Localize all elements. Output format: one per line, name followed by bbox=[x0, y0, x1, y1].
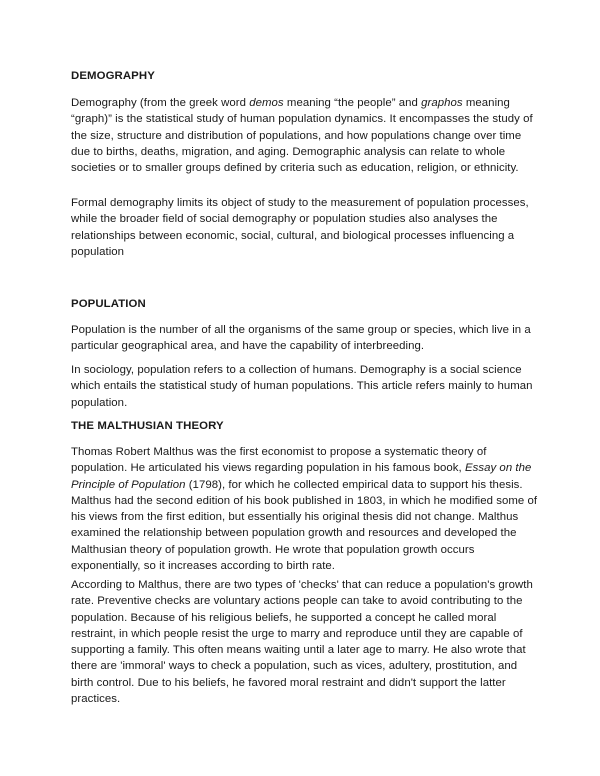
text-run: Demography (from the greek word bbox=[71, 97, 250, 109]
text-run: In sociology, population refers to a collection of humans. Demography is a social science which entails the statistical study of human populations. This article refers mainly to human population. bbox=[71, 364, 533, 409]
section-heading-malthusian-theory: THE MALTHUSIAN THEORY bbox=[71, 420, 224, 432]
paragraph-demography-definition bbox=[71, 95, 541, 176]
paragraph-population-sociology bbox=[71, 362, 541, 411]
text-run-italic: graphos bbox=[421, 97, 463, 109]
text-run: According to Malthus, there are two types of 'checks' that can reduce a population's growth rate. Preventive checks are voluntary actions people can take to avoid contributing to the population. Because of his religious beliefs, he supported a concept he called moral restraint, in which people resist the urge to marry and reproduce until they are capable of supporting a family. This often means waiting until a later age to marry. He also wrote that there are 'immoral' ways to check a population, such as vices, adultery, prostitution, and birth control. Due to his beliefs, he favored moral restraint and didn't support the latter practices. bbox=[71, 579, 533, 706]
paragraph-malthus-checks bbox=[71, 577, 541, 707]
text-run: meaning “the people” and bbox=[283, 97, 422, 109]
text-run: Formal demography limits its object of study to the measurement of population processes, while the broader field of social demography or population studies also analyses the relationships between economic, social, cultural, and biological processes influencing a population bbox=[71, 197, 529, 258]
text-run: meaning “graph)” is the statistical study of human population dynamics. It encompasses the study of the size, structure and distribution of populations, and how populations change over time due to births, deaths, migration, and aging. Demographic analysis can relate to whole societies or to smaller groups defined by criteria such as education, religion, or ethnicity. bbox=[71, 97, 533, 175]
section-heading-demography: DEMOGRAPHY bbox=[71, 70, 155, 82]
text-run-italic: Essay on the Principle of Population bbox=[71, 462, 532, 491]
paragraph-malthus-intro bbox=[71, 444, 541, 574]
text-run: Thomas Robert Malthus was the first economist to propose a systematic theory of population. He articulated his views regarding population in his famous book, bbox=[71, 446, 487, 475]
text-run: (1798), for which he collected empirical data to support his thesis. Malthus had the second edition of his book published in 1803, in which he modified some of his views from the first edition, but essentially his original thesis did not change. Malthus examined the relationship between population growth and resources and developed the Malthusian theory of population growth. He wrote that population growth occurs exponentially, so it increases according to birth rate. bbox=[71, 478, 538, 573]
paragraph-population-definition bbox=[71, 322, 541, 355]
text-run: Population is the number of all the organisms of the same group or species, which live in a particular geographical area, and have the capability of interbreeding. bbox=[71, 324, 531, 353]
paragraph-formal-demography bbox=[71, 195, 541, 260]
text-run-italic: demos bbox=[249, 97, 284, 109]
section-heading-population: POPULATION bbox=[71, 298, 146, 310]
